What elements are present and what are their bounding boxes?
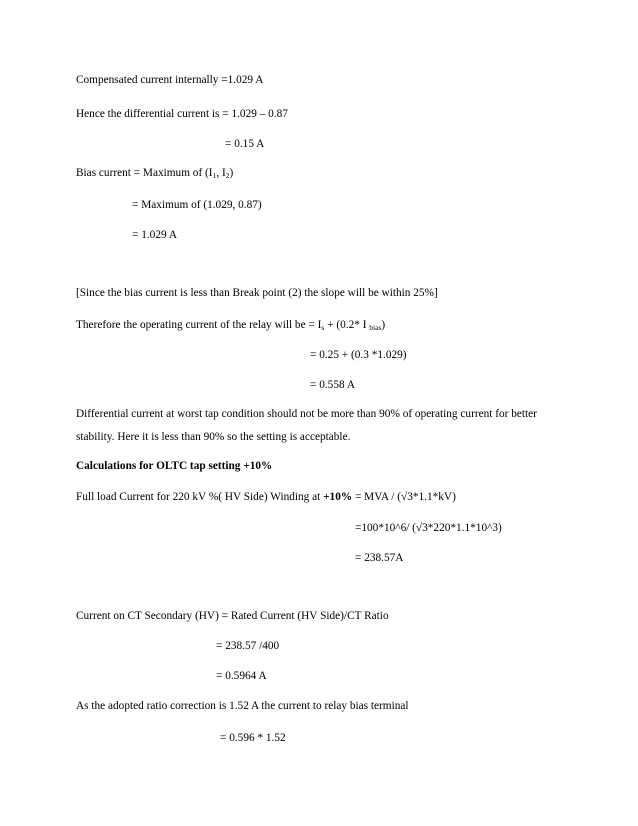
- tap-percent: +10%: [323, 491, 353, 503]
- full-load-current-text-b: = MVA / (√3*1.1*kV): [352, 491, 456, 503]
- subscript-bias: bias: [369, 323, 382, 332]
- subscript-2: 2: [225, 171, 230, 180]
- subscript-s: s: [321, 323, 325, 332]
- full-load-current-line: [76, 490, 456, 504]
- ct-secondary-calc: = 238.57 /400: [216, 640, 280, 652]
- bias-result-line: = 1.029 A: [132, 229, 177, 241]
- section-heading: Calculations for OLTC tap setting +10%: [76, 460, 273, 472]
- subscript-1: 1: [212, 171, 217, 180]
- operating-current-calc: = 0.25 + (0.3 *1.029): [310, 349, 407, 361]
- operating-current-text-a: Therefore the operating current of the relay will be = I: [76, 319, 322, 331]
- full-load-current-text-a: Full load Current for 220 kV %( HV Side) Winding at: [76, 491, 324, 503]
- stability-line: stability. Here it is less than 90% so the setting is acceptable.: [76, 431, 351, 443]
- worst-tap-condition-line: Differential current at worst tap condition should not be more than 90% of operating current for better: [76, 408, 537, 420]
- bias-current-text-a: Bias current = Maximum of (I: [76, 167, 213, 179]
- ct-secondary-line: Current on CT Secondary (HV) = Rated Current (HV Side)/CT Ratio: [76, 610, 389, 622]
- slope-note-line: [Since the bias current is less than Break point (2) the slope will be within 25%]: [76, 287, 438, 299]
- compensated-current-line: Compensated current internally =1.029 A: [76, 74, 264, 86]
- bias-maximum-line: = Maximum of (1.029, 0.87): [132, 199, 262, 211]
- operating-current-text-b: + (0.2* I: [324, 319, 370, 331]
- relay-bias-calc: = 0.596 * 1.52: [220, 732, 286, 744]
- bias-current-text-b: , I: [216, 167, 226, 179]
- operating-current-result: = 0.558 A: [310, 379, 355, 391]
- operating-current-line: [76, 318, 385, 332]
- full-load-current-result: = 238.57A: [355, 552, 404, 564]
- bias-current-line: [76, 166, 233, 180]
- bias-current-text-c: ): [229, 167, 234, 179]
- full-load-current-calc: =100*10^6/ (√3*220*1.1*10^3): [355, 522, 502, 534]
- ratio-correction-line: As the adopted ratio correction is 1.52 A the current to relay bias terminal: [76, 700, 409, 712]
- ct-secondary-result: = 0.5964 A: [216, 670, 267, 682]
- differential-current-line: Hence the differential current is = 1.029 – 0.87: [76, 108, 288, 120]
- operating-current-text-c: ): [381, 319, 386, 331]
- differential-current-result: = 0.15 A: [225, 138, 265, 150]
